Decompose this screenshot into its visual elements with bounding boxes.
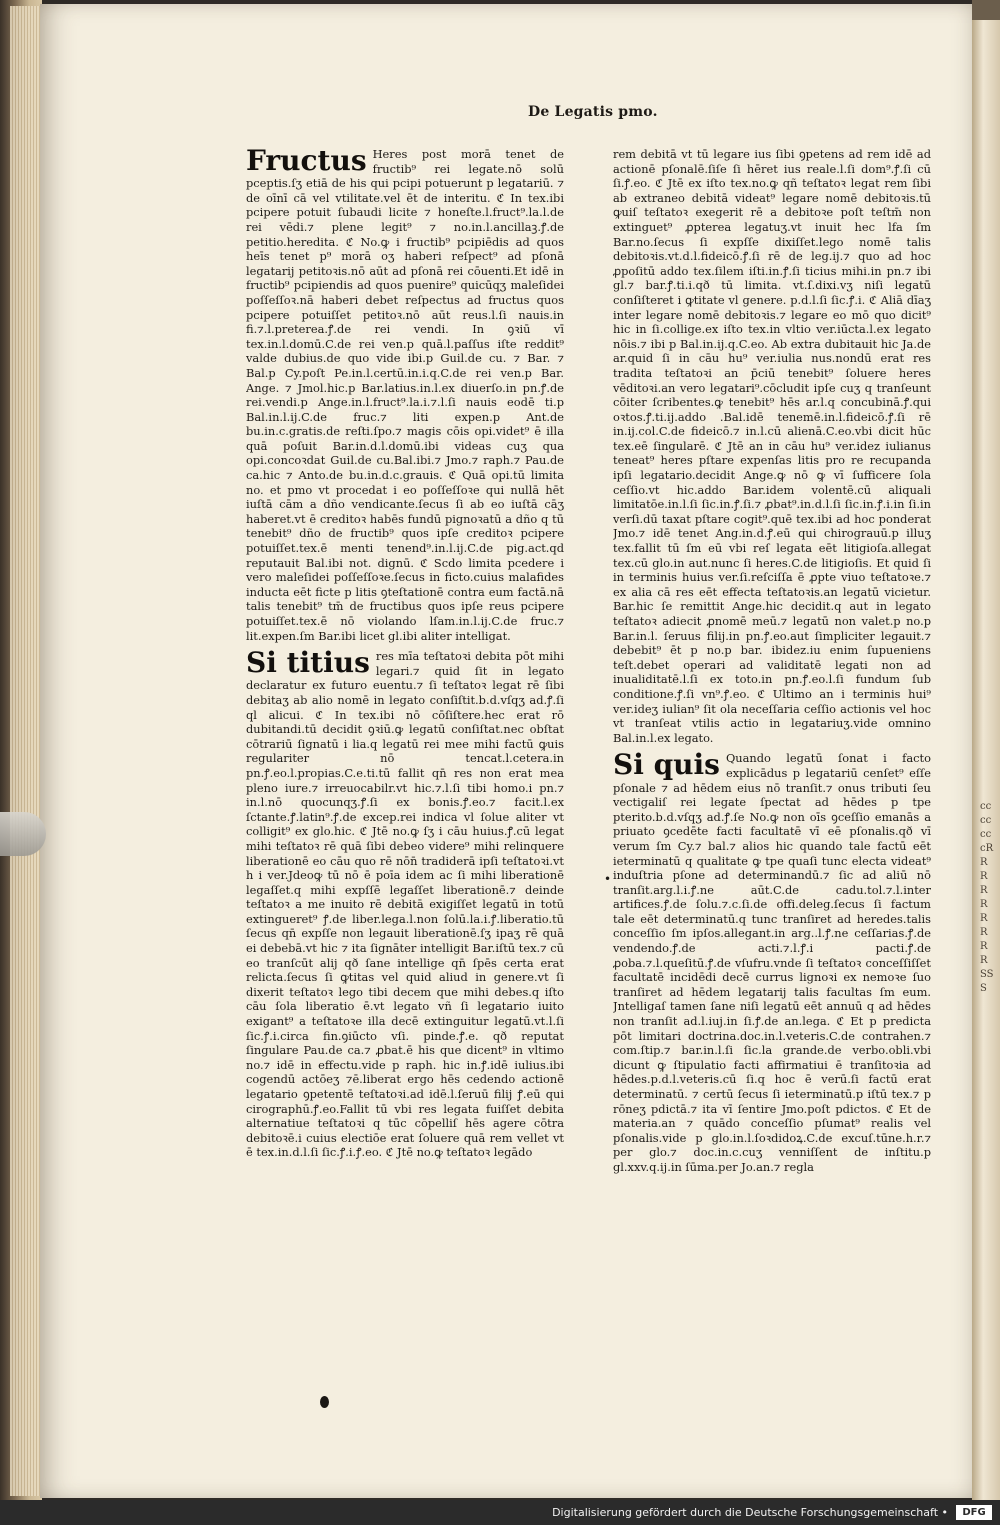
paragraph-text: Quando legatū ſonat i facto explicādus p legatariū cenſet⁹ eſſe pſonale ⁊ ad hēdem eius nō tranſit.⁊ onus tributi ſeu vectigaliſ rei legate ſpectat ad hēdes p tpe pterito.b.d.vſqʒ ad.ꝭ.ſe No.ꝙ non oīs ꝯceſſio emanās a priuato ꝯcedēte facti facultatē vī eē pſonalis.qð vī verum ſm Cy.⁊ bal.⁊ alios hic quando tale factū eēt ieterminatū q qualitate ꝙ tpe quaſi tunc electa videat⁹ induſtria pſone ad determinandū.⁊ ſic ad aliū nō tranſit.arg.l.i.ꝭ.ne aūt.C.de cadu.tol.⁊.l.inter artifices.ꝭ.de ſolu.⁊.c.ſi.de offi.deleg.ſecus ſi factum tale eēt determinatū.q tunc tranſiret ad heredes.talis conceſſio ſm ipſos.allegant.in arg..l.ꝭ.ne ceſſarias.ꝭ.de vendendo.ꝭ.de acti.⁊.l.ꝭ.i pacti.ꝭ.de ꝓoba.⁊.l.queſitū.ꝭ.de vſufru.vnde ſi teſtatoꝛ conceſſiſſet facultatē incidēdi decē currus lignoꝛi ex nemoꝛe ſuo tranſiret ad hēdem legatarij talis facultas ſm eum. Jntelligaſ tamen ſane niſi legatū eēt annuū q ad hēdes non tranſit ad.l.iuj.in ſi.ꝭ.de an.lega. ℭ Et p predicta pōt limitari doctrina.doc.in.l.veteris.C.de contrahen.⁊ com.ſtip.⁊ bar.in.l.ſi ſic.la grande.de verbo.obli.vbi dicunt ꝙ ſtipulatio facti affirmatiui ē tranſitoꝛia ad hēdes.p.d.l.veteris.cū ſi.q hoc ē verū.ſi factū erat determinatū. ⁊ certū ſecus ſi ieterminatū.p iſtū tex.⁊ p rōneʒ pdictā.⁊ ita vī ſentire Jmo.poſt pdictos. ℭ Et de materia.an ⁊ quādo conceſſio pſumat⁹ realis vel pſonalis.vide p glo.in.l.ſoꝛdidoꝝ.C.de excuſ.tūne.h.r.⁊ per glo.⁊ doc.in.c.cuʒ venniſſent de inſtitu.p gl.xxv.q.ij.in ſūma.per Jo.an.⁊ regla: [613, 751, 931, 1174]
paragraph-fructus: [246, 147, 564, 643]
paragraph-si-quis: [613, 748, 931, 1174]
lemma-si-quis: Si quis: [613, 748, 720, 782]
paragraph-text: rem debitā vt tū legare ius ſibi ꝯpetens ad rem idē ad actionē pſonalē.ſiſe ſi hēret ius reale.l.ſi dom⁹.ꝭ.ſi cū ſi.ꝭ.eo. ℭ Jtē ex iſto tex.no.ꝙ qñ teſtatoꝛ legat rem ſibi ab extraneo debitā videat⁹ legare nomē debitoꝛis.tū ꝙuiſ teſtatoꝛ exegerit rē a debitoꝛe poſt teſtm̄ non extinguet⁹ ꝓpterea legatuʒ.vt inuit hec lfa ſm Bar.no.ſecus ſi expſſe dixiſſet.lego nomē talis debitoꝛis.vt.d.l.fideicō.ꝭ.ſi rē de leg.ij.⁊ quo ad hoc ꝓpoſitū addo tex.ſilem iſti.in.ꝭ.ſi ticius mihi.in pn.⁊ ibi gl.⁊ bar.ꝭ.ti.i.qð tū limita. vt.ſ.dixi.vʒ niſi legatū conſiſteret i ꝙtitate vl genere. p.d.l.ſi ſic.ꝭ.i. ℭ Aliā dīaʒ inter legare nomē debitoꝛis.⁊ legare eo mō quo dicit⁹ hic in ſi.collige.ex iſto tex.in vltio ver.iūcta.l.ex legato nōis.⁊ ibi p Bal.in.ij.q.C.eo. Ab extra dubitauit hic Ja.de ar.quid ſi in cāu hu⁹ ver.iulia nus.nondū erat res tradita teſtatoꝛi an p̄ciū tenebit⁹ ſoluere heres vēditoꝛi.an vero legatari⁹.cōcludit ipſe cuʒ q tranſeunt cōiter ſcribentes.ꝙ tenebit⁹ hēs ar.l.q concubinā.ꝭ.qui oꝛtos.ꝭ.ti.ij.addo .Bal.idē tenemē.in.l.fideicō.ꝭ.ſi rē in.ij.col.C.de fideicō.⁊ in.l.cū alienā.C.eo.vbi dicit hūc tex.eē ſingularē. ℭ Jtē an in cāu hu⁹ ver.idez iulianus teneat⁹ heres pſtare expenſas litis pro re recupanda ipſi legatario.decidit Ange.ꝙ nō ꝙ vī ſufficere ſola ceſſio.vt hic.addo Bar.idem volentē.cū aliquali limitatōe.in.l.ſi ſic.in.ꝭ.ſi.⁊ ꝓbat⁹.in.d.l.ſi ſic.in.ꝭ.i.in ſi.in verſi.dū taxat pſtare cogit⁹.quē tex.ibi ad hoc ponderat Jmo.⁊ idē tenet Ang.in.d.ꝭ.eū qui chirograuū.p illuʒ tex.fallit tū ſm eū vbi reſ legata eēt litigioſa.allegat tex.cū glo.in aut.nunc ſi heres.C.de litigioſis. Et quid ſi in terminis huius ver.ſi.reſciſſa ē ꝓpte viuo teſtatoꝛe.⁊ ex alia cā res eēt effecta teſtatoꝛis.an legatū vicietur. Bar.hic ſe remittit Ange.hic decidit.q aut in legato teſtatoꝛ adiecit ꝓnomē meū.⁊ legatū non valet.p no.p Bar.in.l. ſeruus filij.in pn.ꝭ.eo.aut ſimpliciter legauit.⁊ debebit⁹ ēt p no.p bar. ibidez.iu enim ſupueniens teſt.debet operari ad validitatē legati non ad inualiditatē.l.ſi ex toto.in pn.ꝭ.eo.l.ſi fundum ſub conditione.ꝭ.ſi vn⁹.ꝭ.eo. ℭ Ultimo an i terminis hui⁹ ver.ideʒ iulian⁹ ſit ola neceſſaria ceſſio actionis vel hoc vt tranſeat vtilis actio in legatariuʒ.vide omnino Bal.in.l.ex legato.: [613, 147, 931, 745]
paragraph-continuation: [613, 147, 931, 745]
paragraph-si-titius: [246, 646, 564, 1160]
dfg-logo: DFG: [956, 1505, 992, 1520]
facing-page-edge: [972, 0, 1000, 1500]
footer-credit: Digitalisierung gefördert durch die Deutsche Forschungsgemeinschaft •: [552, 1506, 948, 1519]
running-head: De Legatis pmo.: [528, 104, 658, 120]
left-column: [246, 147, 564, 1215]
page-holder-strap: [0, 812, 46, 856]
paragraph-text: Heres post morā tenet de fructib⁹ rei legate.nō solū pceptis.ſʒ etiā de his qui pcipi potuerunt p legatariū. ⁊ de oīnī cā vel vtilitate.vel ēt de interitu. ℭ In tex.ibi pcipere potuit ſubaudi licite ⁊ honeſte.l.fruct⁹.la.l.de rei vēdi.⁊ plene legit⁹ ⁊ no.in.l.ancillaꝫ.ꝭ.de petitio.heredita. ℭ No.ꝙ i fructib⁹ pcipiēdis ad quos heīs tenet p⁹ morā oʒ haberi reſpect⁹ ad pſonā legatarij petitoꝛis.nō aūt ad pſonā rei cōuenti.Et idē in fructib⁹ pcipiendis ad quos puenire⁹ quicūqʒ maleſidei poſſeſſoꝛ.nā haberi debet reſpectus ad fructus quos pcipere potuiſſet petitoꝛ.nō aūt reus.l.ſi nauis.in fi.⁊.l.preterea.ꝭ.de rei vendi. In ꝯꝛiū vī tex.in.l.domū.C.de rei ven.p quā.l.paſſus iſte reddit⁹ valde dubius.de quo vide ibi.p Guil.de cu. ⁊ Bar. ⁊ Bal.p Cy.poſt Pe.in.l.certū.in.i.q.C.de rei ven.p Bar. Ange. ⁊ Jmol.hic.p Bar.latius.in.l.ex diuerſo.in pn.ꝭ.de rei.vendi.p Ange.in.l.fruct⁹.la.i.⁊.l.ſi nauis eodē ti.p Bal.in.l.ij.C.de fruc.⁊ liti expen.p Ant.de bu.in.c.gratis.de reſti.ſpo.⁊ magis cōis opi.videt⁹ ē illa quā poſuit Bar.in.d.l.domū.ibi videas cuʒ qua opi.concoꝛdat Guil.de cu.Bal.ibi.⁊ Jmo.⁊ raph.⁊ Pau.de ca.hic ⁊ Anto.de bu.in.d.c.grauis. ℭ Quā opi.tū limita no. et pmo vt procedat i eo poſſeſſoꝛe qui nullā hēt iuſtā cām a dño vendicante.ſecus ſi ab eo iuſtā cāʒ haberet.vt ē creditoꝛ habēs fundū pignoꝛatū a dño q tū tenebit⁹ dño de fructib⁹ quos ipſe creditoꝛ pcipere potuiſſet.tex.ē menti tenend⁹.in.l.ij.C.de pig.act.qd reputauit Bal.ibi not. dignū. ℭ Scdo limita pcedere i vero maleſidei poſſeſſoꝛe.ſecus in ficto.cuius malafides inducta eēt ficte p litis ꝯteſtationē contra eum factā.nā talis tenebit⁹ tm̄ de fructibus quos ipſe reus pcipere potuiſſet.tex.ē nō violando lſam.in.l.ij.C.de fruc.⁊ lit.expen.ſm Bar.ibi licet gl.ibi aliter intelligat.: [246, 147, 564, 643]
facing-page-letters: cccccccRRRRRRRRRSSS: [980, 801, 994, 994]
margin-mark: •: [604, 872, 612, 886]
lemma-fructus: Fructus: [246, 147, 367, 177]
lemma-si-titius: Si titius: [246, 646, 370, 680]
right-column: [613, 147, 931, 1222]
page-edges: [10, 6, 44, 1496]
footer-bar: [0, 1500, 1000, 1525]
paragraph-text: res mīa teſtatoꝛi debita pōt mihi legari.⁊ quid ſit in legato declaratur ex futuro euentu.⁊ ſi teſtatoꝛ legat rē ſibi debitaʒ ab alio nomē in legato conſiſtit.b.d.vſqʒ ad.ꝭ.ſi ql alicui. ℭ In tex.ibi nō cōſiſtere.hec erat rō dubitandi.tū decidit ꝯꝛiū.ꝙ legatū conſiſtat.nec obſtat cōtrariū ſignatū i lia.q legatū rei mee mihi factū ꝙuis regulariter nō tencat.l.cetera.in pn.ꝭ.eo.l.propias.C.e.ti.tū fallit qn̄ res non erat mea pleno iure.⁊ irreuocabilr.vt hic.⁊.l.ſi tibi homo.i pn.⁊ in.l.nō quocunqʒ.ꝭ.ſi ex bonis.ꝭ.eo.⁊ facit.l.ex ſctante.ꝭ.latin⁹.ꝭ.de excep.rei indica vl ſolue aliter vt colligit⁹ ex glo.hic. ℭ Jtē no.ꝙ ſʒ i cāu huius.ꝭ.cū legat mihi teſtatoꝛ rē quā ſibi debeo videre⁹ mihi relinquere liberationē eo cāu quo rē nōn̄ tradiderā ipſi teſtatoꝛi.vt h i ver.Jdeoꝙ tū nō ē poīa idem ac ſi mihi liberationē legaſſet.q mihi expſſē legaſſet liberationē.⁊ deinde teſtatoꝛ a me inuito rē debitā exigiſſet legatū in totū extingueret⁹ ꝭ.de liber.lega.l.non ſolū.la.i.ꝭ.liberatio.tū ſecus qn̄ expſſe non legauit liberationē.ſʒ ipaʒ rē quā ei debebā.vt hic ⁊ ita ſignāter intelligit Bar.iſtū tex.⁊ cū eo tranſcūt alij qð ſane intellige qn̄ ſpēs certa erat relicta.ſecus ſi ꝙtitas vel quid aliud in genere.vt ſi dixerit teſtatoꝛ lego tibi decem que mihi debes.q iſto cāu ſola liberatio ē.vt legato vñ ſi legatario iuito exigant⁹ a teſtatoꝛe illa decē extinguitur legatū.vt.l.ſi ſic.ꝭ.i.circa fin.ꝯiūcto vſi. pinde.ꝭ.e. qð reputat ſingulare Pau.de ca.⁊ ꝓbat.ē his que dicent⁹ in vltimo no.⁊ idē in effectu.vide p raph. hic in.ꝭ.idē iulius.ibi cogendū actōeʒ ⁊ē.liberat ergo hēs cedendo actionē legatario ꝯpetentē teſtatoꝛi.ad idē.l.ſeruū filij ꝭ.eū qui cirographū.ꝭ.eo.Fallit tū vbi res legata fuiſſet debita alternatiue teſtatoꝛi q tūc cōpelliſ hēs agere cōtra debitoꝛē.i cuius electiōe erat ſoluere quā rem vellet vt ē tex.in.d.l.ſi ſic.ꝭ.i.ꝭ.eo. ℭ Jtē no.ꝙ teſtatoꝛ legādo: [246, 649, 564, 1160]
ink-blot: [320, 1396, 329, 1408]
